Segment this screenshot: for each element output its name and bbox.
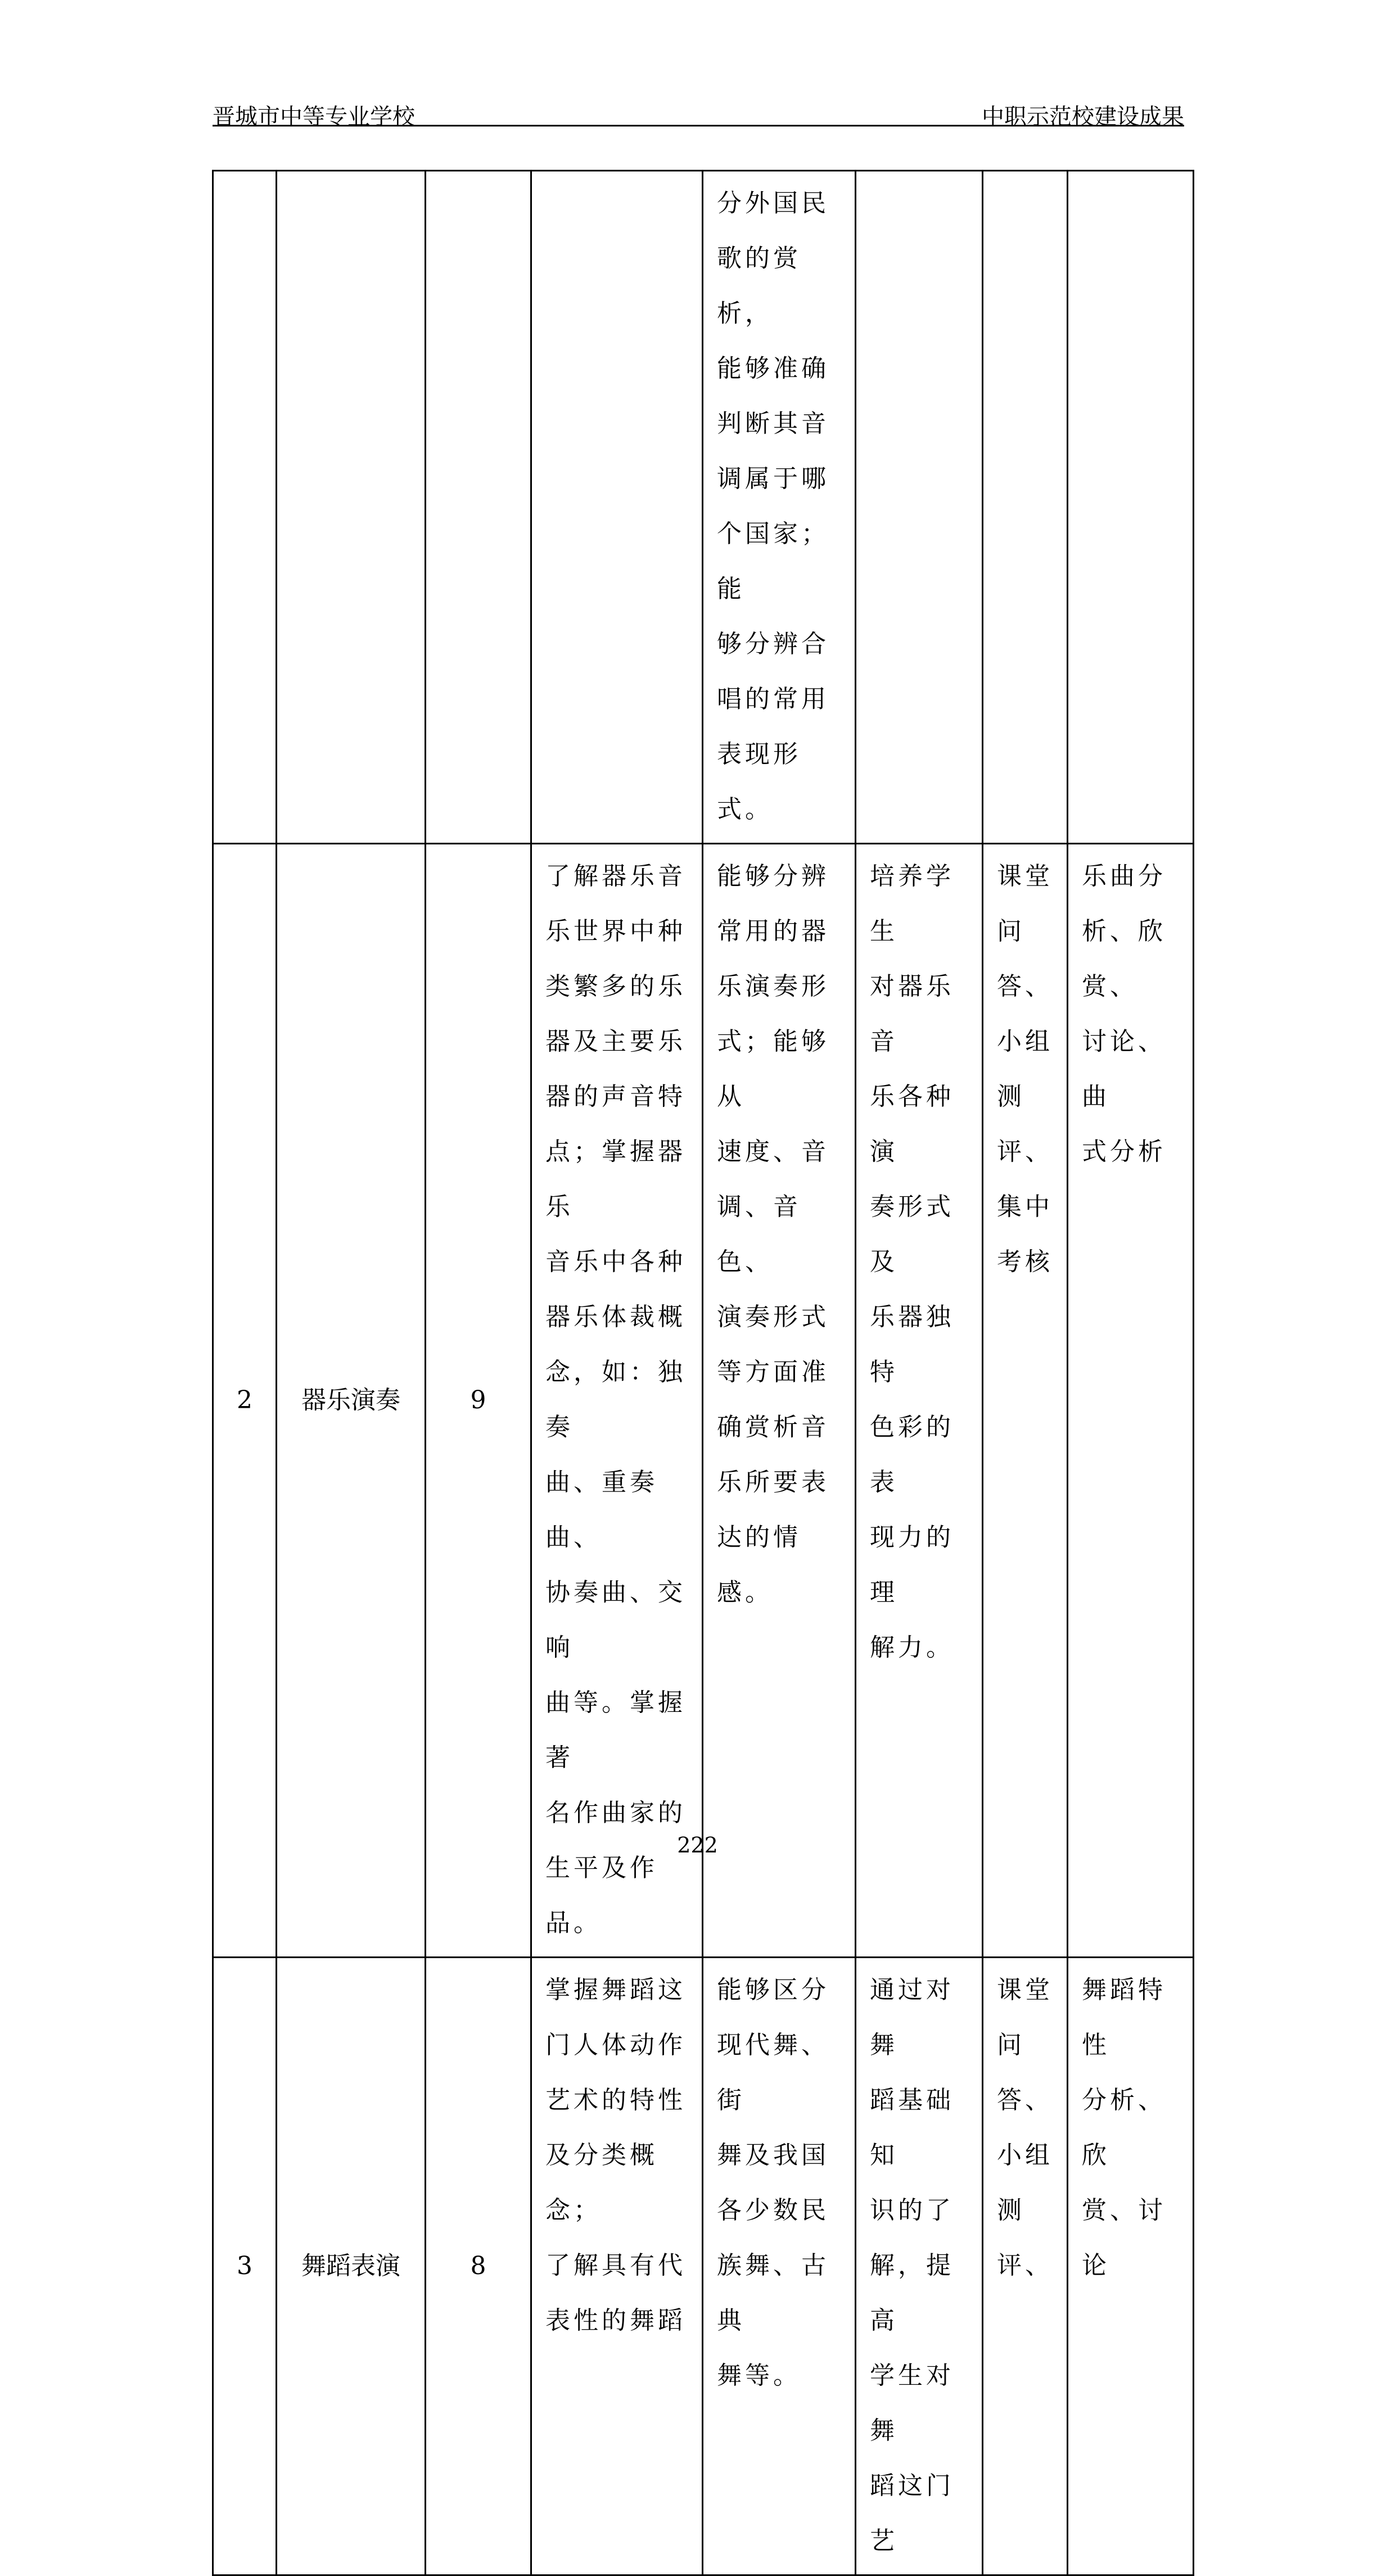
cell-method: 乐曲分 析、欣赏、 讨论、曲 式分析	[1068, 844, 1194, 1958]
cell-skill: 能够分辨 常用的器 乐演奏形 式；能够从 速度、音 调、音色、 演奏形式 等方面准 确赏析音 乐所要表 达的情感。	[703, 844, 856, 1958]
cell-quality: 通过对舞 蹈基础知 识的了 解，提高 学生对舞 蹈这门艺	[856, 1958, 983, 2575]
cell-hours	[426, 171, 531, 844]
cell-hours: 8	[426, 1958, 531, 2575]
page-header	[213, 97, 1184, 130]
cell-skill: 能够区分 现代舞、街 舞及我国 各少数民 族舞、古典 舞等。	[703, 1958, 856, 2575]
table-row	[213, 1958, 1194, 2575]
cell-method: 舞蹈特性 分析、欣 赏、讨论	[1068, 1958, 1194, 2575]
cell-hours: 9	[426, 844, 531, 1958]
cell-knowledge: 了解器乐音 乐世界中种 类繁多的乐 器及主要乐 器的声音特 点；掌握器乐 音乐中各种 器乐体裁概 念，如：独奏 曲、重奏曲、 协奏曲、交响 曲等。掌握著 名作曲家的 生平及作品。	[531, 844, 703, 1958]
header-title: 中职示范校建设成果	[982, 104, 1184, 130]
cell-knowledge	[531, 171, 703, 844]
cell-knowledge: 掌握舞蹈这 门人体动作 艺术的特性 及分类概念； 了解具有代 表性的舞蹈	[531, 1958, 703, 2575]
cell-quality	[856, 171, 983, 844]
cell-assessment: 课堂 问 答、 小组 测 评、	[983, 1958, 1068, 2575]
cell-assessment: 课堂 问 答、 小组 测 评、 集中 考核	[983, 844, 1068, 1958]
table-row	[213, 844, 1194, 1958]
cell-num: 2	[213, 844, 277, 1958]
cell-assessment	[983, 171, 1068, 844]
page-number: 222	[677, 1833, 718, 1858]
cell-skill: 分外国民 歌的赏析， 能够准确 判断其音 调属于哪 个国家；能 够分辨合 唱的常用 表现形式。	[703, 171, 856, 844]
cell-num: 3	[213, 1958, 277, 2575]
cell-module: 舞蹈表演	[277, 1958, 426, 2575]
cell-num	[213, 171, 277, 844]
table-row	[213, 171, 1194, 844]
cell-module: 器乐演奏	[277, 844, 426, 1958]
cell-method	[1068, 171, 1194, 844]
cell-quality: 培养学生 对器乐音 乐各种演 奏形式及 乐器独特 色彩的表 现力的理 解力。	[856, 844, 983, 1958]
cell-module	[277, 171, 426, 844]
school-name: 晋城市中等专业学校	[213, 104, 415, 130]
curriculum-table	[212, 170, 1194, 2576]
